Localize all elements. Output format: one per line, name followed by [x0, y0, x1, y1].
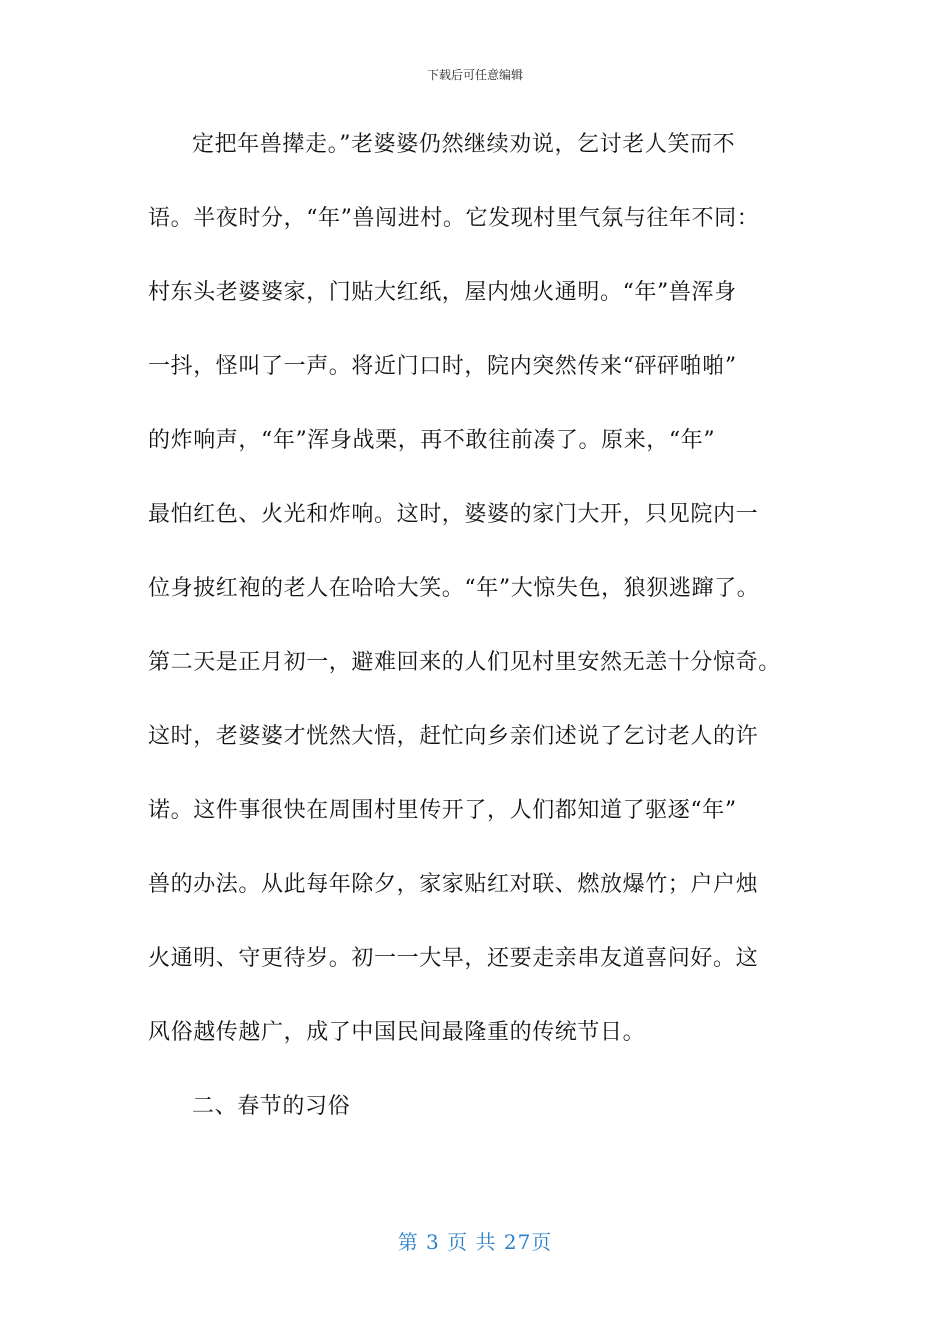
- paragraph-line: 语。半夜时分，“年”兽闯进村。它发现村里气氛与往年不同：: [148, 206, 760, 231]
- section-heading: 二、春节的习俗: [192, 1094, 351, 1119]
- paragraph-line: 村东头老婆婆家，门贴大红纸，屋内烛火通明。“年”兽浑身: [148, 280, 737, 305]
- document-body: [148, 124, 828, 1160]
- paragraph-line: 这时，老婆婆才恍然大悟，赶忙向乡亲们述说了乞讨老人的许: [148, 724, 759, 749]
- paragraph-line: 火通明、守更待岁。初一一大早，还要走亲串友道喜问好。这: [148, 946, 759, 971]
- paragraph-line: 风俗越传越广，成了中国民间最隆重的传统节日。: [148, 1020, 646, 1045]
- page-header-note: 下载后可任意编辑: [426, 68, 523, 82]
- paragraph-line: 的炸响声，“年”浑身战栗，再不敢往前凑了。原来，“年”: [148, 428, 716, 453]
- page-number-footer: 第 3 页 共 27页: [397, 1230, 553, 1254]
- paragraph-line: 位身披红袍的老人在哈哈大笑。“年”大惊失色，狼狈逃蹿了。: [148, 576, 760, 601]
- paragraph-line: 定把年兽撵走。”老婆婆仍然继续劝说，乞讨老人笑而不: [192, 132, 736, 157]
- paragraph-line: 第二天是正月初一，避难回来的人们见村里安然无恙十分惊奇。: [148, 650, 781, 675]
- paragraph-line: 诺。这件事很快在周围村里传开了，人们都知道了驱逐“年”: [148, 798, 737, 823]
- paragraph-line: 兽的办法。从此每年除夕，家家贴红对联、燃放爆竹；户户烛: [148, 872, 759, 897]
- paragraph-line: 一抖，怪叫了一声。将近门口时，院内突然传来“砰砰啪啪”: [148, 354, 737, 379]
- paragraph-line: 最怕红色、火光和炸响。这时，婆婆的家门大开，只见院内一: [148, 502, 759, 527]
